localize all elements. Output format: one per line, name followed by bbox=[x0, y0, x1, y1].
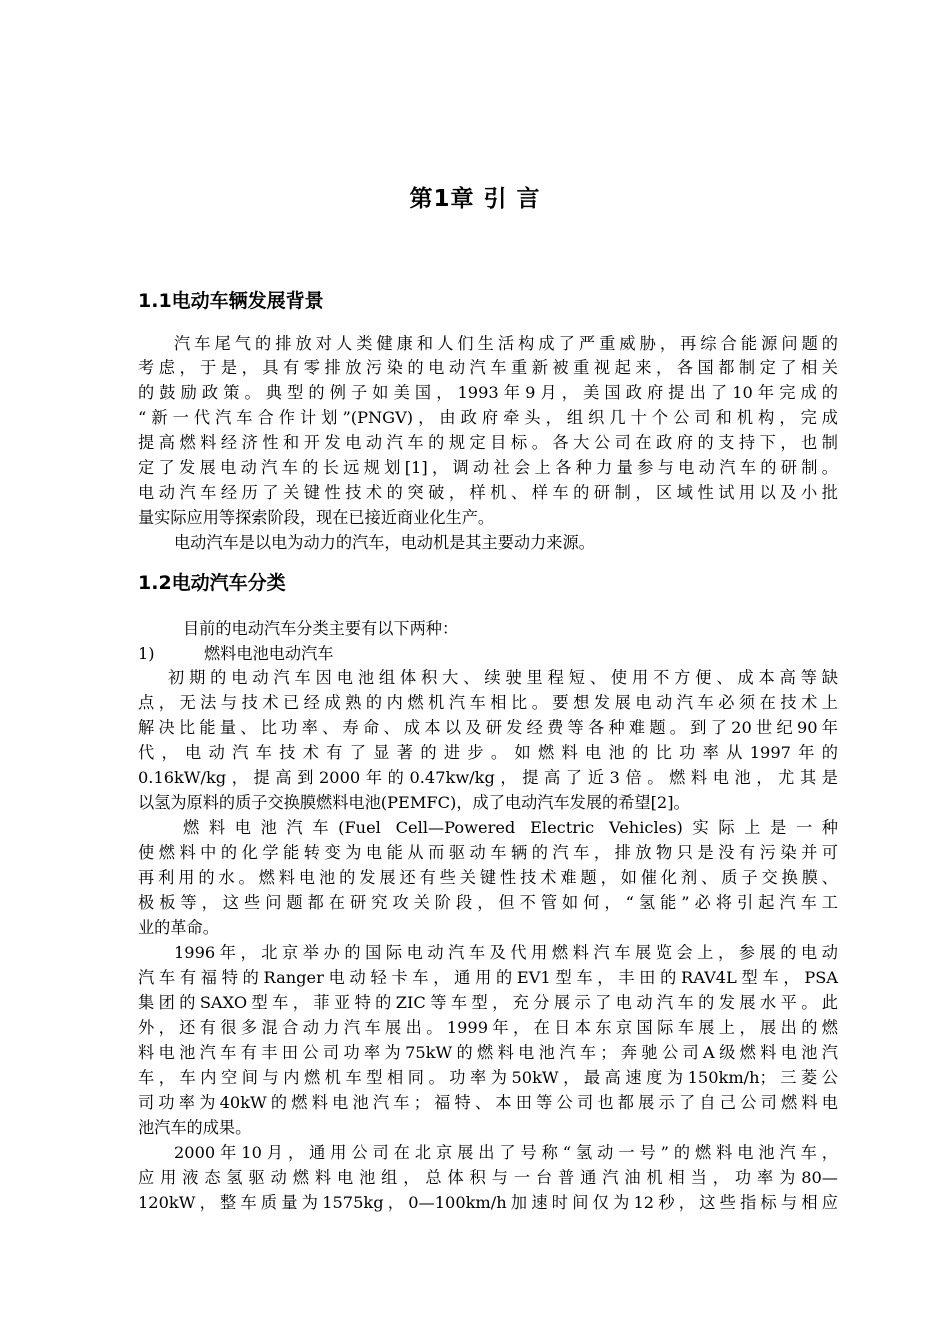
paragraph-line: 代，电动汽车技术有了显著的进步。如燃料电池的比功率从1997年的 bbox=[138, 743, 838, 762]
paragraph-line: 车，车内空间与内燃机车型相同。功率为50kW，最高速度为150km/h；三菱公 bbox=[138, 1068, 838, 1087]
paragraph-line: 司功率为40kW的燃料电池汽车；福特、本田等公司也都展示了自己公司燃料电 bbox=[138, 1093, 838, 1112]
paragraph-line: 1996年，北京举办的国际电动汽车及代用燃料汽车展览会上，参展的电动 bbox=[174, 943, 838, 962]
paragraph-line: 燃料电池汽车(Fuel Cell—Powered Electric Vehicles)实际上是一种 bbox=[183, 818, 838, 837]
paragraph-line: 以氢为原料的质子交换膜燃料电池(PEMFC)，成了电动汽车发展的希望[2]。 bbox=[138, 793, 690, 812]
paragraph-line: 汽车有福特的Ranger电动轻卡车，通用的EV1型车，丰田的RAV4L型车，PSA bbox=[138, 968, 838, 987]
paragraph-line: 汽车尾气的排放对人类健康和人们生活构成了严重威胁，再综合能源问题的 bbox=[174, 334, 838, 353]
paragraph-line: 应用液态氢驱动燃料电池组，总体积与一台普通汽油机相当，功率为80— bbox=[138, 1168, 838, 1187]
paragraph-line: 业的革命。 bbox=[138, 918, 219, 937]
paragraph-line: 目前的电动汽车分类主要有以下两种： bbox=[183, 619, 459, 638]
paragraph-line: 0.16kW/kg，提高到2000年的0.47kw/kg，提高了近3倍。燃料电池，尤其是 bbox=[138, 768, 838, 787]
list-item-title: 燃料电池电动汽车 bbox=[204, 644, 334, 663]
section-heading-1-1: 1.1电动车辆发展背景 bbox=[138, 290, 324, 312]
list-marker: 1) bbox=[138, 644, 155, 663]
paragraph-line: 120kW，整车质量为1575kg，0—100km/h加速时间仅为12秒，这些指标与相应 bbox=[138, 1193, 838, 1212]
paragraph-line: 的鼓励政策。典型的例子如美国，1993年9月，美国政府提出了10年完成的 bbox=[138, 383, 838, 402]
paragraph-line: 2000年10月，通用公司在北京展出了号称“氢动一号”的燃料电池汽车， bbox=[174, 1143, 838, 1162]
paragraph-line: 使燃料中的化学能转变为电能从而驱动车辆的汽车，排放物只是没有污染并可 bbox=[138, 843, 838, 862]
paragraph-line: 集团的SAXO型车，菲亚特的ZIC等车型，充分展示了电动汽车的发展水平。此 bbox=[138, 993, 838, 1012]
paragraph-line: 池汽车的成果。 bbox=[138, 1118, 252, 1137]
paragraph-line: 料电池汽车有丰田公司功率为75kW的燃料电池汽车；奔驰公司A级燃料电池汽 bbox=[138, 1043, 838, 1062]
section-heading-1-2: 1.2电动汽车分类 bbox=[138, 572, 286, 594]
chapter-title: 第1章 引 言 bbox=[409, 186, 541, 212]
paragraph-line: “新一代汽车合作计划”(PNGV)，由政府牵头，组织几十个公司和机构，完成 bbox=[138, 408, 838, 427]
paragraph-line: 点，无法与技术已经成熟的内燃机汽车相比。要想发展电动汽车必须在技术上 bbox=[138, 693, 838, 712]
paragraph-line: 提高燃料经济性和开发电动汽车的规定目标。各大公司在政府的支持下，也制 bbox=[138, 433, 838, 452]
paragraph-line: 电动汽车经历了关键性技术的突破，样机、样车的研制，区域性试用以及小批 bbox=[138, 483, 838, 502]
paragraph-line: 外，还有很多混合动力汽车展出。1999年，在日本东京国际车展上，展出的燃 bbox=[138, 1018, 838, 1037]
paragraph-line: 再利用的水。燃料电池的发展还有些关键性技术难题，如催化剂、质子交换膜、 bbox=[138, 868, 838, 887]
paragraph-line: 电动汽车是以电为动力的汽车，电动机是其主要动力来源。 bbox=[174, 533, 595, 552]
paragraph-line: 解决比能量、比功率、寿命、成本以及研发经费等各种难题。到了20世纪90年 bbox=[138, 718, 838, 737]
paragraph-line: 考虑，于是，具有零排放污染的电动汽车重新被重视起来，各国都制定了相关 bbox=[138, 358, 838, 377]
paragraph-line: 初期的电动汽车因电池组体积大、续驶里程短、使用不方便、成本高等缺 bbox=[168, 668, 838, 687]
paragraph-line: 定了发展电动汽车的长远规划[1]，调动社会上各种力量参与电动汽车的研制。 bbox=[138, 458, 838, 477]
paragraph-line: 极板等，这些问题都在研究攻关阶段，但不管如何，“氢能”必将引起汽车工 bbox=[138, 893, 838, 912]
paragraph-line: 量实际应用等探索阶段，现在已接近商业化生产。 bbox=[138, 508, 495, 527]
